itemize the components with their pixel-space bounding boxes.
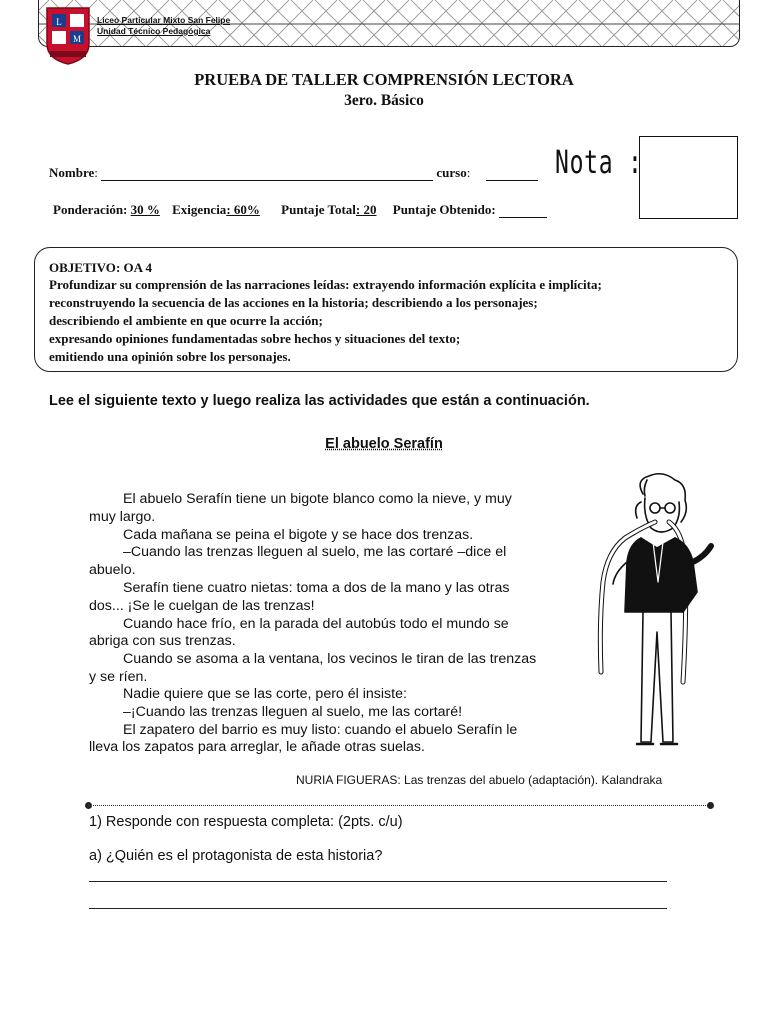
- weight-value: 30 %: [130, 202, 160, 217]
- reading-instruction: Lee el siguiente texto y luego realiza las actividades que están a continuación.: [49, 393, 590, 409]
- svg-text:L: L: [56, 17, 62, 27]
- objective-line: expresando opiniones fundamentadas sobre hechos y situaciones del texto;: [49, 331, 461, 346]
- name-row: Nombre: curso:: [49, 165, 538, 181]
- story-line: Cuando hace frío, en la parada del autobús todo el mundo se: [123, 616, 509, 632]
- objective-code: : OA 4: [115, 260, 153, 275]
- story-line: abriga con sus trenzas.: [89, 633, 236, 649]
- story-line: Serafín tiene cuatro nietas: toma a dos de la mano y las otras: [123, 580, 510, 596]
- answer-line[interactable]: [89, 908, 667, 909]
- course-field[interactable]: [486, 170, 538, 181]
- test-title: PRUEBA DE TALLER COMPRENSIÓN LECTORA: [194, 70, 574, 89]
- story-line: El zapatero del barrio es muy listo: cuando el abuelo Serafín le: [123, 722, 518, 738]
- obtained-label: Puntaje Obtenido:: [392, 202, 496, 217]
- total-value: : 20: [355, 202, 377, 217]
- objective-label: OBJETIVO: [49, 260, 116, 275]
- story-title: [0, 436, 768, 452]
- story-line: El abuelo Serafín tiene un bigote blanco como la nieve, y muy: [123, 491, 512, 507]
- answer-line[interactable]: [89, 881, 667, 882]
- objective-line: reconstruyendo la secuencia de las acciones en la historia; describiendo a los personajes;: [49, 295, 538, 310]
- story-line: –Cuando las trenzas lleguen al suelo, me las cortaré –dice el: [123, 544, 507, 560]
- unit-name: Unidad Técnico Pedagógica: [97, 26, 211, 36]
- story-source: NURIA FIGUERAS: Las trenzas del abuelo (adaptación). Kalandraka: [296, 773, 663, 787]
- objective-line: Profundizar su comprensión de las narraciones leídas: extrayendo información explícita e implícita;: [49, 277, 602, 292]
- score-row: [53, 202, 547, 218]
- svg-text:M: M: [72, 34, 82, 44]
- weight-label: Ponderación:: [53, 202, 128, 217]
- requirement-value: : 60%: [226, 202, 260, 217]
- objective-line: emitiendo una opinión sobre los personajes.: [49, 349, 291, 364]
- story-line: muy largo.: [89, 509, 156, 525]
- grandfather-illustration: [585, 472, 715, 757]
- objective-line: describiendo el ambiente en que ocurre la acción;: [49, 313, 323, 328]
- obtained-field[interactable]: [499, 207, 547, 218]
- story-line: abuelo.: [89, 562, 136, 578]
- section-separator: [88, 805, 710, 806]
- school-name: Liceo Particular Mixto San Felipe: [97, 15, 231, 25]
- name-label: Nombre: [49, 165, 95, 180]
- course-label: curso: [436, 165, 467, 180]
- story-line: Nadie quiere que se las corte, pero él insiste:: [123, 686, 407, 702]
- grade-box[interactable]: [639, 136, 738, 219]
- story-line: –¡Cuando las trenzas lleguen al suelo, me las cortaré!: [123, 704, 463, 720]
- total-label: Puntaje Total: [281, 202, 356, 217]
- story-line: dos... ¡Se le cuelgan de las trenzas!: [89, 598, 315, 614]
- requirement-label: Exigencia: [172, 202, 227, 217]
- story-line: y se ríen.: [89, 669, 148, 685]
- grade-label: Nota :: [555, 143, 643, 181]
- story-line: Cuando se asoma a la ventana, los vecinos le tiran de las trenzas: [123, 651, 537, 667]
- grade-level: 3ero. Básico: [344, 92, 424, 109]
- separator-dot-right: [707, 802, 714, 809]
- school-crest-icon: [44, 4, 92, 64]
- objective-heading: [49, 260, 152, 276]
- story-title-text: El abuelo Serafín: [325, 436, 443, 452]
- story-line: Cada mañana se peina el bigote y se hace dos trenzas.: [123, 527, 474, 543]
- story-line: lleva los zapatos para arreglar, le añade otras suelas.: [89, 739, 425, 755]
- question-a: a) ¿Quién es el protagonista de esta historia?: [89, 848, 383, 864]
- name-field[interactable]: [101, 170, 433, 181]
- question-instruction: 1) Responde con respuesta completa: (2pts. c/u): [89, 814, 403, 830]
